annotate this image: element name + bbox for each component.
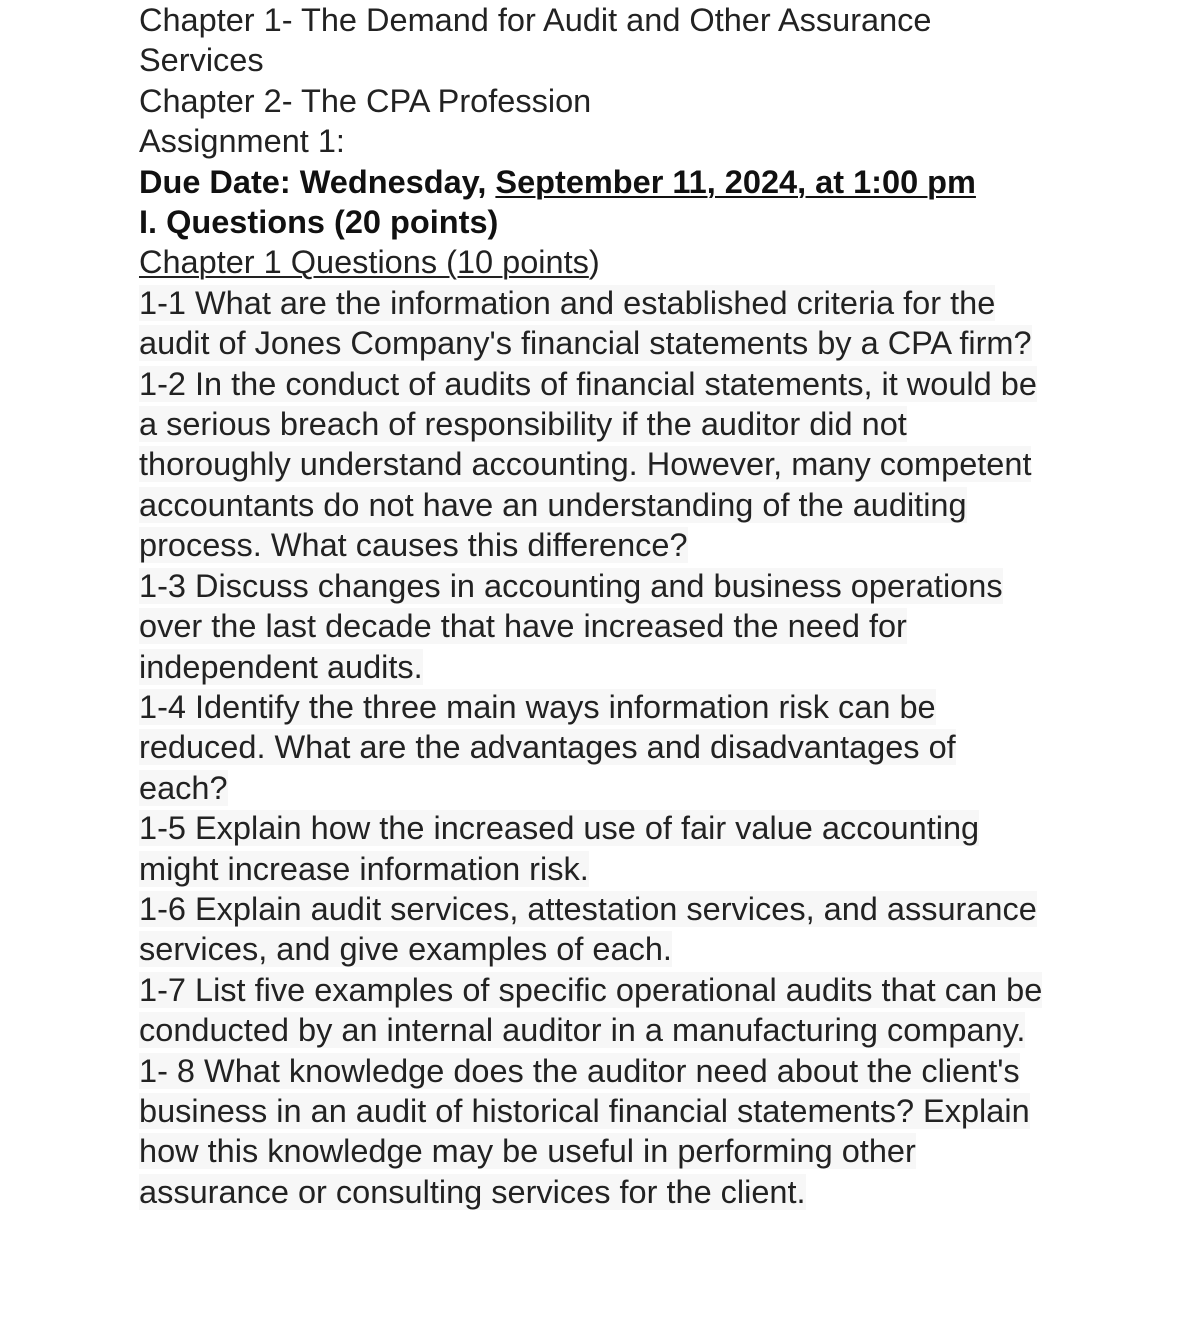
due-date-label: Due Date: Wednesday,: [139, 163, 496, 200]
question-text: 1-3 Discuss changes in accounting and business operations over the last decade that have increased the need for independent audits.: [139, 567, 1003, 685]
question-text: 1-1 What are the information and established criteria for the audit of Jones Company's financial statements by a CPA firm?: [139, 284, 1032, 362]
document-body: [139, 0, 1049, 1212]
due-date-value: September 11, 2024, at 1:00 pm: [495, 163, 976, 200]
question-text: 1-5 Explain how the increased use of fair value accounting might increase information risk.: [139, 810, 980, 887]
question-item: [139, 566, 1049, 687]
subsection-heading-tail: ): [588, 244, 600, 281]
question-item: [139, 808, 1049, 889]
question-item: [139, 1051, 1049, 1213]
section-heading: I. Questions (20 points): [139, 204, 499, 241]
subsection-heading: [139, 242, 1049, 282]
subsection-heading-main: Chapter 1 Questions (10 points: [139, 244, 589, 281]
question-list: [139, 283, 1049, 1212]
question-text: 1-6 Explain audit services, attestation services, and assurance services, and give examples of each.: [139, 890, 1037, 968]
question-item: [139, 970, 1049, 1051]
question-item: [139, 364, 1049, 566]
chapter-1-title: Chapter 1- The Demand for Audit and Other Assurance Services: [139, 2, 932, 79]
question-item: [139, 283, 1049, 364]
chapter-2-title: Chapter 2- The CPA Profession: [139, 82, 592, 119]
question-text: 1-2 In the conduct of audits of financial statements, it would be a serious breach of responsibility if the auditor did not thoroughly understand accounting. However, many competent accountants do not have an understanding of the auditing process. What causes this difference?: [139, 365, 1037, 564]
question-text: 1-4 Identify the three main ways information risk can be reduced. What are the advantages and disadvantages of each?: [139, 688, 956, 806]
due-date-line: [139, 162, 1049, 202]
assignment-label: Assignment 1:: [139, 123, 345, 160]
question-item: [139, 687, 1049, 808]
question-item: [139, 889, 1049, 970]
question-text: 1- 8 What knowledge does the auditor need about the client's business in an audit of historical financial statements? Explain how this knowledge may be useful in performing other assurance or consulting services for the client.: [139, 1052, 1030, 1210]
question-text: 1-7 List five examples of specific operational audits that can be conducted by an internal auditor in a manufacturing company.: [139, 971, 1043, 1049]
